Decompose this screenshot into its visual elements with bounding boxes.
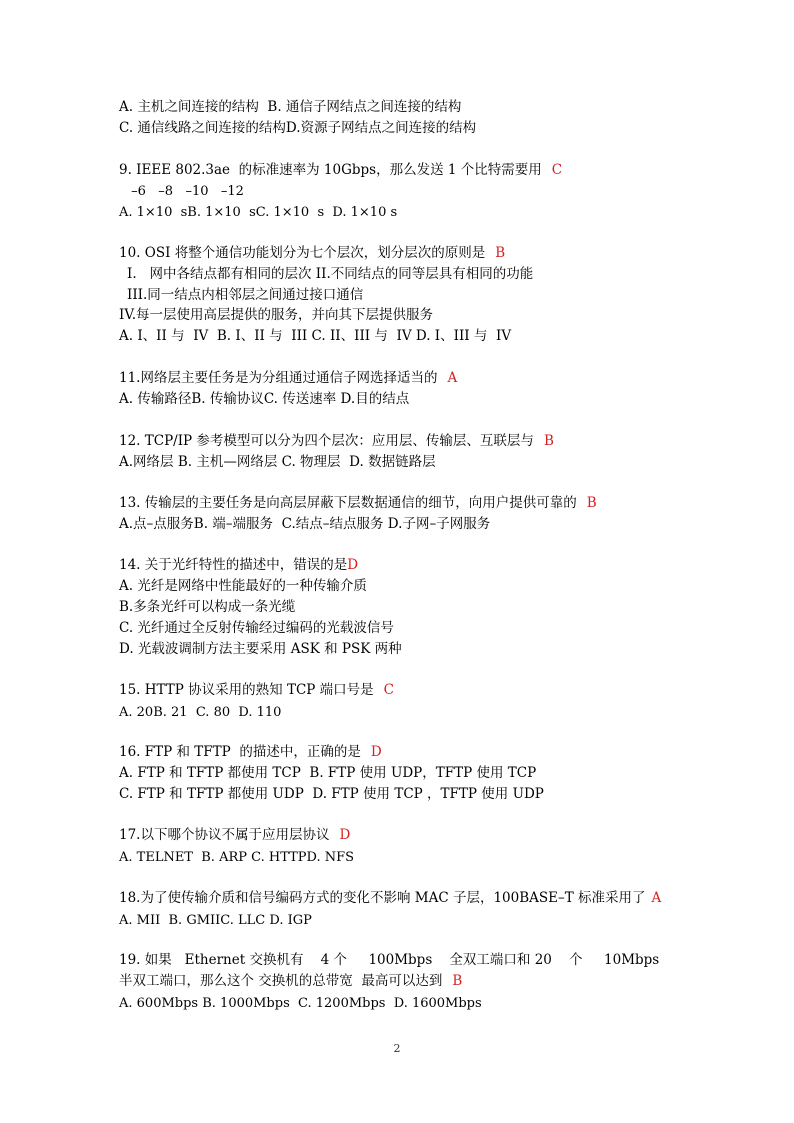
q14-answer: D bbox=[347, 557, 359, 573]
q17-answer: D bbox=[339, 827, 351, 843]
q19-question-line1: 19. 如果 Ethernet 交换机有 4 个 100Mbps 全双工端口和 20 个 10Mbps bbox=[119, 952, 660, 968]
q13-question bbox=[119, 495, 597, 511]
q14-option-d: D. 光载波调制方法主要采用 ASK 和 PSK 两种 bbox=[119, 641, 402, 657]
q11-answer: A bbox=[447, 370, 458, 386]
q10-statement-4: IV.每一层使用高层提供的服务，并向其下层提供服务 bbox=[119, 307, 434, 323]
q9-answer: C bbox=[551, 162, 563, 178]
q10-options: A. I、II 与 IV B. I、II 与 III C. II、III 与 IV D. I、III 与 IV bbox=[119, 328, 512, 344]
q14-option-a: A. 光纤是网络中性能最好的一种传输介质 bbox=[119, 578, 367, 594]
q16-question-text: 16. FTP 和 TFTP 的描述中，正确的是 bbox=[119, 744, 361, 760]
q8-options-ab: A. 主机之间连接的结构 B. 通信子网结点之间连接的结构 bbox=[119, 99, 462, 115]
q12-question-text: 12. TCP/IP 参考模型可以分为四个层次：应用层、传输层、互联层与 bbox=[119, 433, 534, 449]
q17-question bbox=[119, 827, 350, 843]
q19-answer: B bbox=[452, 973, 463, 989]
q13-answer: B bbox=[586, 495, 597, 511]
q17-options: A. TELNET B. ARP C. HTTPD. NFS bbox=[119, 850, 355, 865]
q9-question bbox=[119, 162, 562, 178]
q15-answer: C bbox=[383, 682, 395, 698]
q13-question-text: 13. 传输层的主要任务是向高层屏蔽下层数据通信的细节，向用户提供可靠的 bbox=[119, 495, 577, 511]
q13-options: A.点–点服务B. 端–端服务 C.结点–结点服务 D.子网–子网服务 bbox=[119, 516, 491, 532]
q18-question-text: 18.为了使传输介质和信号编码方式的变化不影响 MAC 子层，100BASE–T 标准采用了 bbox=[119, 890, 646, 906]
q9-question-text: 9. IEEE 802.3ae 的标准速率为 10Gbps，那么发送 1 个比特需要用 bbox=[119, 162, 542, 178]
q17-question-text: 17.以下哪个协议不属于应用层协议 bbox=[119, 827, 330, 843]
page-number: 2 bbox=[393, 1042, 401, 1055]
q18-options: A. MII B. GMIIC. LLC D. IGP bbox=[119, 913, 312, 928]
q16-options-cd: C. FTP 和 TFTP 都使用 UDP D. FTP 使用 TCP ，TFTP 使用 UDP bbox=[119, 786, 544, 802]
q9-exponents: –6 –8 –10 –12 bbox=[127, 184, 244, 199]
q12-answer: B bbox=[543, 433, 554, 449]
q8-options-cd: C. 通信线路之间连接的结构D.资源子网结点之间连接的结构 bbox=[119, 120, 477, 136]
q16-question bbox=[119, 744, 382, 760]
q15-options: A. 20B. 21 C. 80 D. 110 bbox=[119, 705, 282, 720]
q14-question-text: 14. 关于光纤特性的描述中，错误的是 bbox=[119, 557, 348, 573]
q14-option-b: B.多条光纤可以构成一条光缆 bbox=[119, 599, 296, 615]
q19-question-line2 bbox=[119, 973, 462, 989]
q11-options: A. 传输路径B. 传输协议C. 传送速率 D.目的结点 bbox=[119, 391, 410, 407]
q18-question bbox=[119, 890, 661, 906]
q15-question bbox=[119, 682, 394, 698]
q10-statement-3: III.同一结点内相邻层之间通过接口通信 bbox=[127, 287, 364, 303]
q10-question-text: 10. OSI 将整个通信功能划分为七个层次，划分层次的原则是 bbox=[119, 245, 486, 261]
q12-options: A.网络层 B. 主机—网络层 C. 物理层 D. 数据链路层 bbox=[119, 454, 436, 470]
q19-options: A. 600Mbps B. 1000Mbps C. 1200Mbps D. 1600Mbps bbox=[119, 996, 482, 1011]
q14-option-c: C. 光纤通过全反射传输经过编码的光载波信号 bbox=[119, 620, 394, 636]
q12-question bbox=[119, 433, 554, 449]
q18-answer: A bbox=[651, 890, 662, 906]
q11-question-text: 11.网络层主要任务是为分组通过通信子网选择适当的 bbox=[119, 370, 438, 386]
q15-question-text: 15. HTTP 协议采用的熟知 TCP 端口号是 bbox=[119, 682, 374, 698]
q16-answer: D bbox=[370, 744, 382, 760]
q16-options-ab: A. FTP 和 TFTP 都使用 TCP B. FTP 使用 UDP，TFTP 使用 TCP bbox=[119, 765, 537, 781]
q10-answer: B bbox=[495, 245, 506, 261]
q14-question bbox=[119, 557, 358, 573]
q10-statement-1-2: I. 网中各结点都有相同的层次 II.不同结点的同等层具有相同的功能 bbox=[127, 266, 534, 282]
q10-question bbox=[119, 245, 505, 261]
q19-question-text: 半双工端口，那么这个 交换机的总带宽 最高可以达到 bbox=[119, 973, 443, 989]
q11-question bbox=[119, 370, 457, 386]
q9-options: A. 1×10 sB. 1×10 sC. 1×10 s D. 1×10 s bbox=[119, 205, 398, 220]
